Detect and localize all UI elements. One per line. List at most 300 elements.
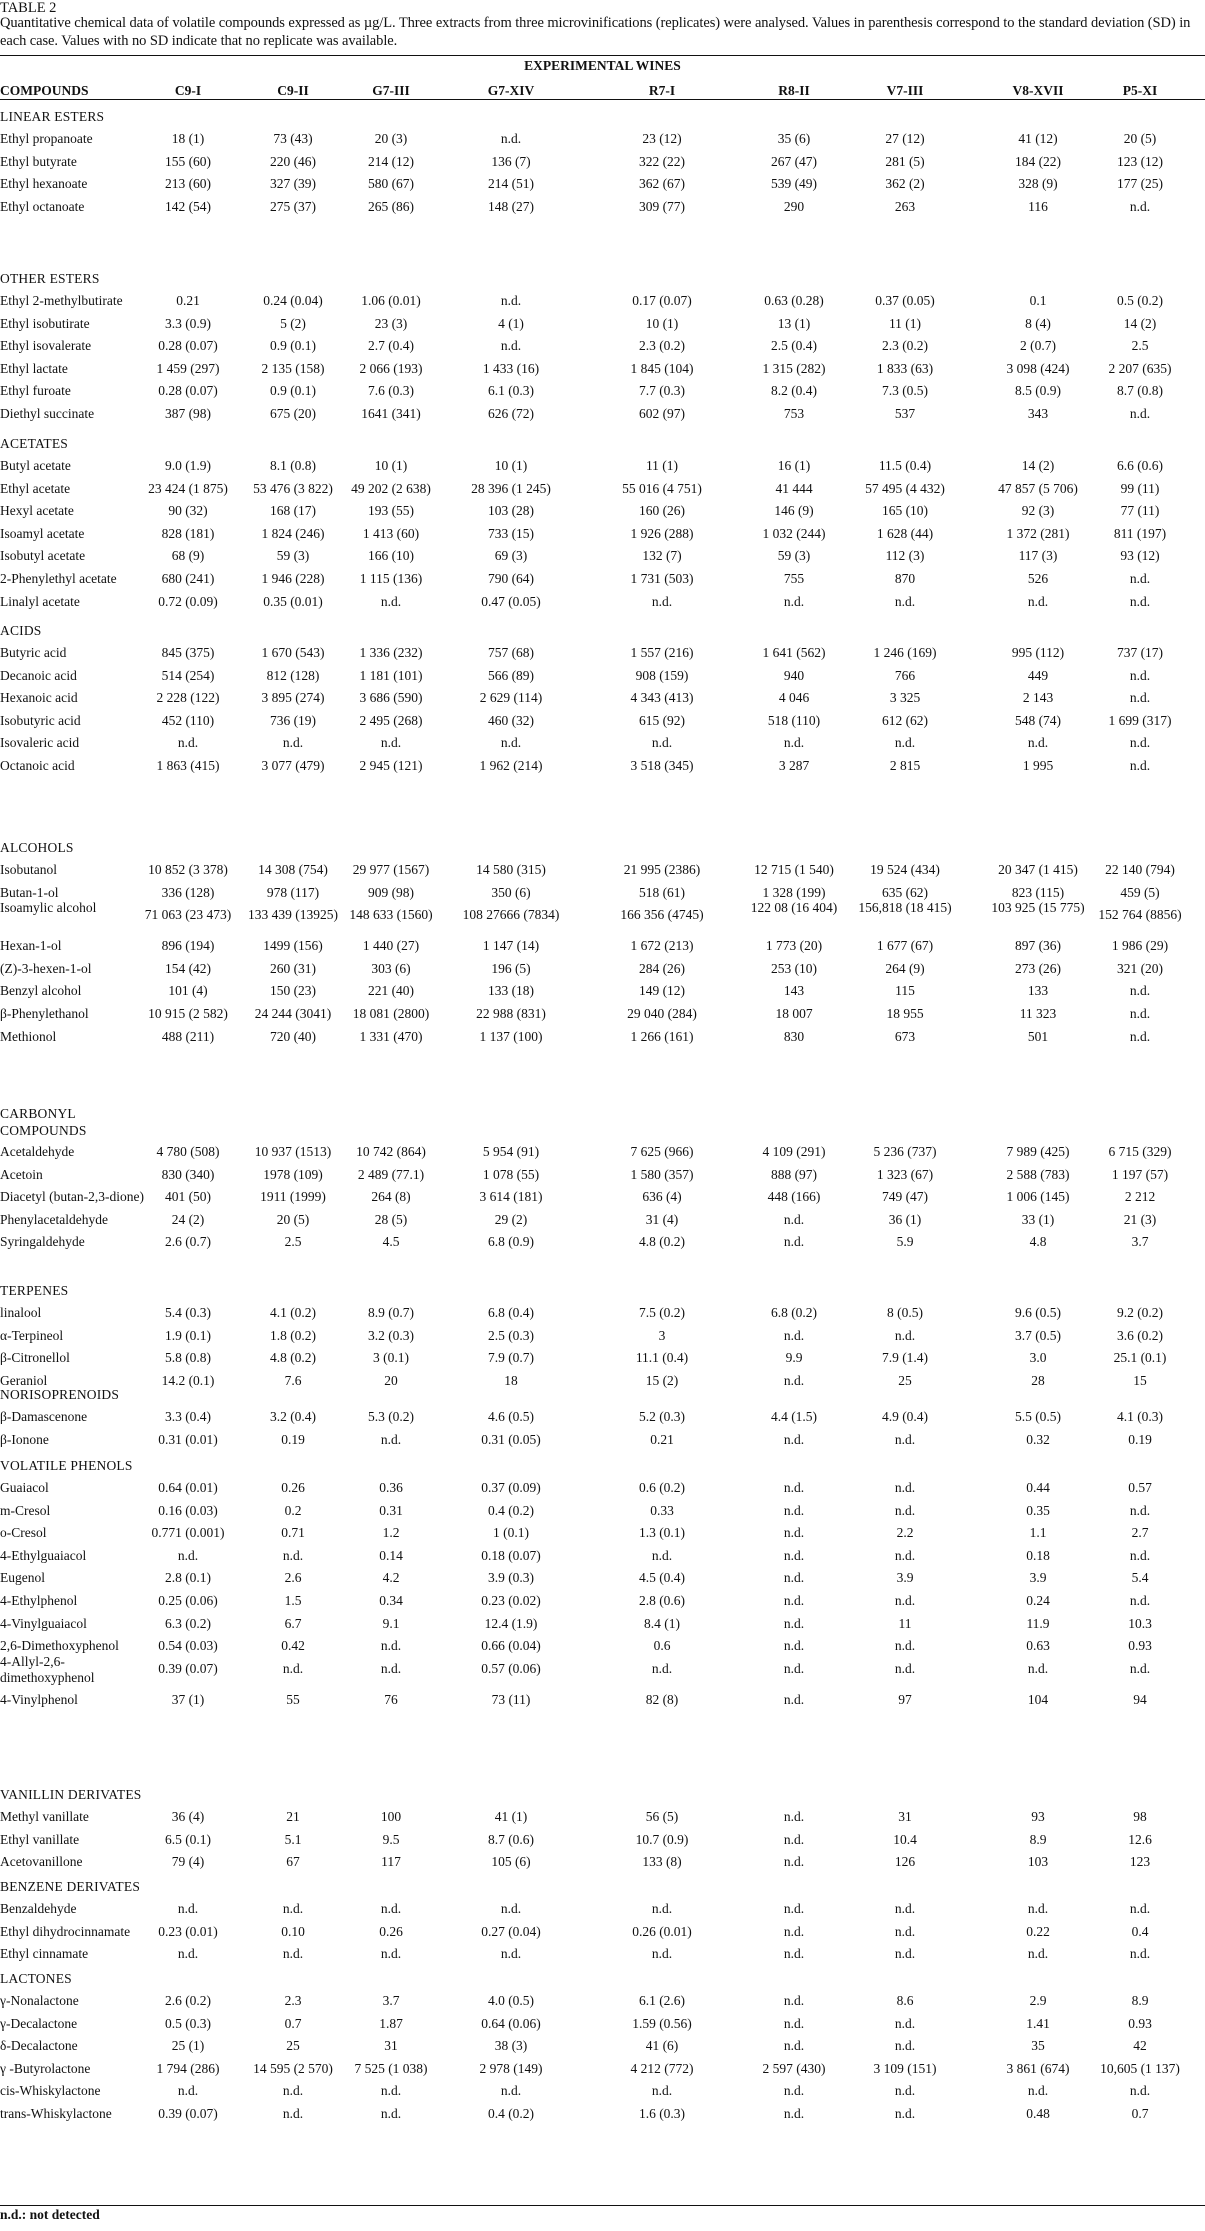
value-cell: 1978 (109) [263,1166,323,1182]
value-cell: 757 (68) [487,645,535,660]
value-cell: 897 (36) [1014,938,1062,954]
value-cell: n.d. [783,1525,805,1541]
value-cell: 14 (2) [1123,315,1157,331]
compounds-header: COMPOUNDS [0,83,89,98]
value-cell: 0.23 (0.01) [158,1923,218,1939]
value-cell: 27 (12) [885,131,925,146]
value-cell: n.d. [177,1547,199,1563]
value-cell: 0.5 (0.3) [164,2015,212,2031]
value-cell: 1 699 (317) [1108,712,1172,728]
value-cell: 2 597 (430) [762,2060,826,2076]
value-cell: 11 323 [1019,1006,1057,1021]
value-cell: 24 244 (3041) [254,1006,332,1021]
value-cell: 3.2 (0.4) [269,1409,317,1424]
value-cell: 1.59 (0.56) [632,2015,692,2031]
value-cell: 133 439 (13925) [248,907,338,923]
value-cell: 6.5 (0.1) [164,1831,212,1847]
value-cell: 3 077 (479) [261,758,325,773]
value-cell: 12 715 (1 540) [754,862,834,877]
value-cell: 14 308 (754) [258,862,328,877]
value-cell: n.d. [783,1327,805,1343]
value-cell: 448 (166) [767,1189,821,1205]
compound-name: Linalyl acetate [0,593,80,609]
value-cell: n.d. [380,593,402,609]
value-cell: 264 (9) [885,960,925,976]
value-cell: 33 (1) [1021,1211,1055,1227]
value-cell: n.d. [1027,2083,1049,2099]
value-cell: 18 (1) [171,131,205,146]
section-title: ACETATES [0,436,69,451]
value-cell: n.d. [894,1547,916,1563]
value-cell: 580 (67) [367,176,415,192]
value-cell: 733 (15) [487,525,535,541]
value-cell: n.d. [1129,406,1151,421]
value-cell: 41 (1) [494,1809,528,1824]
compound-name: α-Terpineol [0,1327,64,1343]
value-cell: 150 (23) [269,983,317,999]
compound-name: Isobutyric acid [0,712,81,728]
value-cell: 143 [783,983,805,999]
value-cell: 0.23 (0.02) [481,1593,541,1608]
value-cell: 3 098 (424) [1006,360,1070,376]
compound-name: linalool [0,1305,42,1320]
compound-name: 4-Vinylphenol [0,1691,78,1707]
value-cell: 12.4 (1.9) [484,1615,538,1631]
value-cell: 0.28 (0.07) [158,338,218,354]
value-cell: 214 (51) [487,176,535,192]
value-cell: 812 (128) [266,667,320,683]
value-cell: 0.54 (0.03) [158,1638,218,1654]
value-cell: 3 325 [889,690,921,706]
value-cell: n.d. [1129,758,1151,773]
value-cell: 3 518 (345) [630,758,694,773]
value-cell: 0.19 [281,1431,305,1447]
value-cell: 126 [894,1854,916,1870]
value-cell: 59 (3) [777,548,811,564]
experimental-wines-title: EXPERIMENTAL WINES [524,58,681,73]
compound-name: Ethyl dihydrocinnamate [0,1923,131,1939]
column-header: V8-XVII [1012,83,1064,98]
value-cell: 10.4 [893,1831,917,1847]
value-cell: 1 986 (29) [1111,938,1169,954]
value-cell: n.d. [282,735,304,751]
value-cell: 811 (197) [1113,525,1167,541]
value-cell: 20 [384,1372,398,1388]
value-cell: 452 (110) [161,712,215,728]
value-cell: 2.3 (0.2) [638,338,686,354]
value-cell: 4 780 (508) [156,1144,220,1159]
value-cell: 3 287 [778,758,810,773]
value-cell: 1 962 (214) [479,758,543,773]
value-cell: 28 [1031,1372,1045,1388]
value-cell: 4.9 (0.4) [881,1409,929,1424]
value-cell: 146 (9) [774,503,814,519]
value-cell: 165 (10) [881,503,929,519]
section-title: VANILLIN DERIVATES [0,1787,142,1802]
value-cell: 1 833 (63) [876,360,934,376]
value-cell: 3.3 (0.4) [164,1409,212,1424]
value-cell: 0.1 [1029,293,1047,308]
value-cell: 5 (2) [280,315,306,331]
section-title: BENZENE DERIVATES [0,1879,141,1894]
value-cell: 1 672 (213) [630,938,694,954]
value-cell: 22 988 (831) [476,1006,546,1021]
value-cell: 105 (6) [491,1854,531,1870]
value-cell: 845 (375) [161,645,215,660]
value-cell: 1.3 (0.1) [638,1525,686,1541]
value-cell: 1 628 (44) [876,525,934,541]
column-header: P5-XI [1122,83,1158,98]
value-cell: n.d. [282,1547,304,1563]
value-cell: n.d. [380,1431,402,1447]
bottom-rule [0,2205,1205,2206]
value-cell: 122 08 (16 404) [750,900,838,916]
column-header: G7-XIV [487,83,535,98]
value-cell: 1 006 (145) [1006,1189,1070,1205]
value-cell: 0.27 (0.04) [481,1923,541,1939]
value-cell: 4 212 (772) [630,2060,694,2076]
section-title: ACIDS [0,623,42,638]
value-cell: 1 845 (104) [630,360,694,376]
value-cell: 566 (89) [487,667,535,683]
value-cell: 8.7 (0.8) [1116,383,1164,399]
value-cell: 11 (1) [645,458,679,473]
compound-name: Hexan-1-ol [0,938,62,954]
value-cell: 5.9 [896,1234,914,1250]
value-cell: n.d. [783,1946,805,1962]
value-cell: 2 978 (149) [479,2060,543,2076]
value-cell: 4.6 (0.5) [487,1409,535,1424]
value-cell: 1 266 (161) [630,1028,694,1044]
compound-name: cis-Whiskylactone [0,2083,101,2099]
value-cell: 1 336 (232) [359,645,423,660]
value-cell: 77 (11) [1120,503,1160,519]
value-cell: 0.22 [1026,1923,1050,1939]
value-cell: 5 236 (737) [873,1144,937,1159]
value-cell: 1.6 (0.3) [638,2106,686,2121]
compound-name: 4-Vinylguaiacol [0,1615,87,1631]
compound-name: Guaiacol [0,1480,49,1495]
value-cell: n.d. [1129,667,1151,683]
value-cell: 3 (0.1) [373,1350,409,1366]
value-cell: 0.93 [1128,2015,1152,2031]
value-cell: 275 (37) [269,198,317,214]
compound-name: Isobutyl acetate [0,548,86,564]
value-cell: 1 032 (244) [762,525,826,541]
value-cell: n.d. [500,2083,522,2099]
value-cell: n.d. [1027,1946,1049,1962]
value-cell: n.d. [783,1809,805,1824]
value-cell: 0.37 (0.09) [481,1480,541,1495]
value-cell: n.d. [783,1502,805,1518]
compound-name: γ-Nonalactone [0,1993,79,2008]
compound-name: Decanoic acid [0,667,77,683]
value-cell: 0.31 (0.01) [158,1431,218,1447]
value-cell: 73 (11) [491,1691,531,1707]
value-cell: 8.2 (0.4) [770,383,818,399]
value-cell: 21 995 (2386) [623,862,701,877]
compound-name: 4-Ethylguaiacol [0,1547,87,1563]
value-cell: 23 (3) [374,315,408,331]
value-cell: 196 (5) [491,960,531,976]
header-rule [0,99,1205,100]
value-cell: 2.6 (0.2) [164,1993,212,2008]
value-cell: 123 (12) [1116,153,1164,169]
value-cell: 2 945 (121) [359,758,423,773]
compound-name: Butyric acid [0,645,67,660]
value-cell: 9.9 [785,1350,803,1366]
value-cell: 0.26 [281,1480,305,1495]
value-cell: 7.3 (0.5) [881,383,929,399]
value-cell: 2 207 (635) [1108,360,1172,376]
value-cell: n.d. [1129,198,1151,214]
compound-name: δ-Decalactone [0,2038,78,2054]
compound-name: Methionol [0,1028,57,1044]
value-cell: 4 046 [778,690,810,706]
value-cell: 11 (1) [888,315,922,331]
value-cell: n.d. [783,1638,805,1654]
value-cell: 0.21 [176,293,200,308]
value-cell: 123 [1129,1854,1151,1870]
value-cell: 15 [1133,1372,1147,1388]
value-cell: 9.1 [382,1615,400,1631]
compound-name: 4-Ethylphenol [0,1593,78,1608]
value-cell: 7 989 (425) [1006,1144,1070,1159]
value-cell: 2.5 (0.3) [487,1327,535,1343]
column-header: G7-III [372,83,410,98]
value-cell: 55 016 (4 751) [622,480,702,496]
value-cell: 0.18 [1026,1547,1050,1563]
value-cell: 0.28 (0.07) [158,383,218,399]
value-cell: 36 (1) [888,1211,922,1227]
value-cell: 76 [384,1691,398,1707]
value-cell: 133 (18) [487,983,535,999]
value-cell: 101 (4) [168,983,208,999]
value-cell: 264 (8) [371,1189,411,1205]
value-cell: 21 (3) [1123,1211,1157,1227]
value-cell: 1 413 (60) [362,525,420,541]
value-cell: 35 [1031,2038,1045,2054]
value-cell: 290 [783,198,805,214]
value-cell: 41 444 [775,480,813,496]
value-cell: 9.2 (0.2) [1116,1305,1164,1320]
compound-name: Octanoic acid [0,758,75,773]
value-cell: 112 (3) [885,548,925,564]
value-cell: 749 (47) [881,1189,929,1205]
value-cell: 0.771 (0.001) [151,1525,225,1541]
value-cell: 23 424 (1 875) [148,480,228,496]
value-cell: 6.1 (0.3) [487,383,535,399]
value-cell: 3 861 (674) [1006,2060,1070,2076]
value-cell: 0.64 (0.06) [481,2015,541,2031]
value-cell: 93 [1031,1809,1045,1824]
compound-name: Isovaleric acid [0,735,80,751]
section-title: ALCOHOLS [0,840,74,855]
value-cell: 25.1 (0.1) [1113,1350,1167,1366]
value-cell: 93 (12) [1120,548,1160,564]
value-cell: 71 063 (23 473) [144,907,232,923]
value-cell: 35 (6) [777,131,811,146]
compound-name: β-Citronellol [0,1350,70,1366]
value-cell: 1 946 (228) [261,571,325,586]
value-cell: 213 (60) [164,176,212,192]
value-cell: 69 (3) [494,548,528,564]
value-cell: 2.5 [1131,338,1149,354]
compound-name: Diacetyl (butan-2,3-dione) [0,1189,144,1205]
value-cell: n.d. [783,1993,805,2008]
value-cell: 3.3 (0.9) [164,315,212,331]
value-cell: n.d. [1129,1006,1151,1021]
value-cell: 518 (110) [767,712,821,728]
value-cell: 5.3 (0.2) [367,1409,415,1424]
value-cell: 635 (62) [881,884,929,900]
value-cell: 1 677 (67) [876,938,934,954]
value-cell: n.d. [783,2106,805,2121]
value-cell: 4.1 (0.2) [269,1305,317,1320]
value-cell: 6 715 (329) [1108,1144,1172,1159]
compound-name: Eugenol [0,1570,45,1586]
value-cell: 4.1 (0.3) [1116,1409,1164,1424]
footnote: n.d.: not detected [0,2207,100,2222]
value-cell: 0.35 (0.01) [263,593,323,609]
value-cell: 11.1 (0.4) [635,1350,689,1366]
value-cell: 94 [1133,1691,1147,1707]
value-cell: 1 926 (288) [630,525,694,541]
value-cell: 8.6 [896,1993,914,2008]
value-cell: n.d. [783,1593,805,1608]
value-cell: n.d. [1027,1901,1049,1916]
value-cell: 2 588 (783) [1006,1166,1070,1182]
compound-name: β-Ionone [0,1431,49,1447]
value-cell: n.d. [783,1211,805,1227]
compound-name: β-Damascenone [0,1409,88,1424]
value-cell: 1 137 (100) [479,1028,543,1044]
value-cell: n.d. [1129,1901,1151,1916]
value-cell: 2 212 [1124,1189,1156,1205]
value-cell: n.d. [1129,2083,1151,2099]
value-cell: n.d. [380,1901,402,1916]
value-cell: 7.6 (0.3) [367,383,415,399]
value-cell: 1 147 (14) [482,938,540,954]
value-cell: 6.8 (0.9) [487,1234,535,1250]
value-cell: 3.9 (0.3) [487,1570,535,1586]
value-cell: 0.93 [1128,1638,1152,1654]
value-cell: 3.6 (0.2) [1116,1327,1164,1343]
value-cell: 3 686 (590) [359,690,423,706]
value-cell: 2 489 (77.1) [357,1166,425,1182]
value-cell: 4 109 (291) [762,1144,826,1159]
value-cell: 0.57 [1128,1480,1152,1495]
value-cell: n.d. [783,1901,805,1916]
value-cell: 303 (6) [371,960,411,976]
value-cell: 0.6 [653,1638,671,1654]
value-cell: 103 [1027,1854,1049,1870]
value-cell: 539 (49) [770,176,818,192]
value-cell: n.d. [1129,1547,1151,1563]
compound-name: Ethyl isobutirate [0,315,90,331]
value-cell: n.d. [282,2083,304,2099]
value-cell: 20 (3) [374,131,408,146]
value-cell: 29 977 (1567) [352,862,430,877]
value-cell: 8.7 (0.6) [487,1831,535,1847]
value-cell: 0.18 (0.07) [481,1547,541,1563]
value-cell: 362 (2) [885,176,925,192]
value-cell: 9.0 (1.9) [164,458,212,473]
value-cell: 148 633 (1560) [349,907,433,923]
value-cell: 673 [894,1028,916,1044]
value-cell: 0.9 (0.1) [269,383,317,399]
value-cell: 10 937 (1513) [254,1144,332,1159]
value-cell: 8.1 (0.8) [269,458,317,473]
value-cell: n.d. [1129,735,1151,751]
value-cell: 2.9 [1029,1993,1047,2008]
value-cell: 133 [1027,983,1049,999]
value-cell: 57 495 (4 432) [865,480,945,496]
value-cell: 0.17 (0.07) [632,293,692,308]
value-cell: n.d. [380,1946,402,1962]
value-cell: 4.4 (1.5) [770,1409,818,1424]
value-cell: 1 433 (16) [482,360,540,376]
value-cell: n.d. [1129,571,1151,586]
value-cell: 1499 (156) [263,938,323,954]
value-cell: 90 (32) [168,503,208,519]
value-cell: 132 (7) [642,548,682,564]
value-cell: 28 396 (1 245) [471,480,551,496]
compound-name: Ethyl butyrate [0,153,77,169]
value-cell: 0.71 [281,1525,305,1541]
value-cell: 4.0 (0.5) [487,1993,535,2008]
value-cell: 8.9 (0.7) [367,1305,415,1320]
value-cell: 2 066 (193) [359,360,423,376]
value-cell: 8 (4) [1025,315,1051,331]
value-cell: n.d. [282,2106,304,2121]
value-cell: n.d. [651,1901,673,1916]
compound-name: Syringaldehyde [0,1234,85,1250]
column-header: V7-III [886,83,924,98]
value-cell: 3.7 (0.5) [1014,1327,1062,1343]
compound-name: Ethyl furoate [0,383,71,399]
value-cell: 36 (4) [171,1809,205,1824]
value-cell: 2.6 (0.7) [164,1234,212,1250]
value-cell: 1.1 [1029,1525,1047,1541]
value-cell: n.d. [380,2083,402,2099]
value-cell: n.d. [894,1660,916,1676]
value-cell: 1 181 (101) [359,667,423,683]
value-cell: 3 614 (181) [479,1189,543,1205]
value-cell: 449 [1027,667,1049,683]
value-cell: 1911 (1999) [260,1189,326,1205]
value-cell: 518 (61) [638,884,686,900]
value-cell: 5 954 (91) [482,1144,540,1159]
value-cell: 9.6 (0.5) [1014,1305,1062,1320]
value-cell: n.d. [783,1480,805,1495]
value-cell: 3.0 [1029,1350,1047,1366]
compound-name: m-Cresol [0,1502,51,1518]
value-cell: 1 (0.1) [493,1525,529,1541]
section-title: VOLATILE PHENOLS [0,1458,133,1473]
value-cell: 1 794 (286) [156,2060,220,2076]
value-cell: 4.5 (0.4) [638,1570,686,1586]
value-cell: n.d. [894,1502,916,1518]
value-cell: 68 (9) [171,548,205,564]
value-cell: 1.06 (0.01) [361,293,421,308]
compound-name: Phenylacetaldehyde [0,1211,108,1227]
value-cell: 2.3 (0.2) [881,338,929,354]
value-cell: 0.26 (0.01) [632,1923,692,1939]
compound-name: Hexanoic acid [0,690,78,706]
value-cell: 14 (2) [1021,458,1055,473]
value-cell: 12.6 [1128,1831,1152,1847]
